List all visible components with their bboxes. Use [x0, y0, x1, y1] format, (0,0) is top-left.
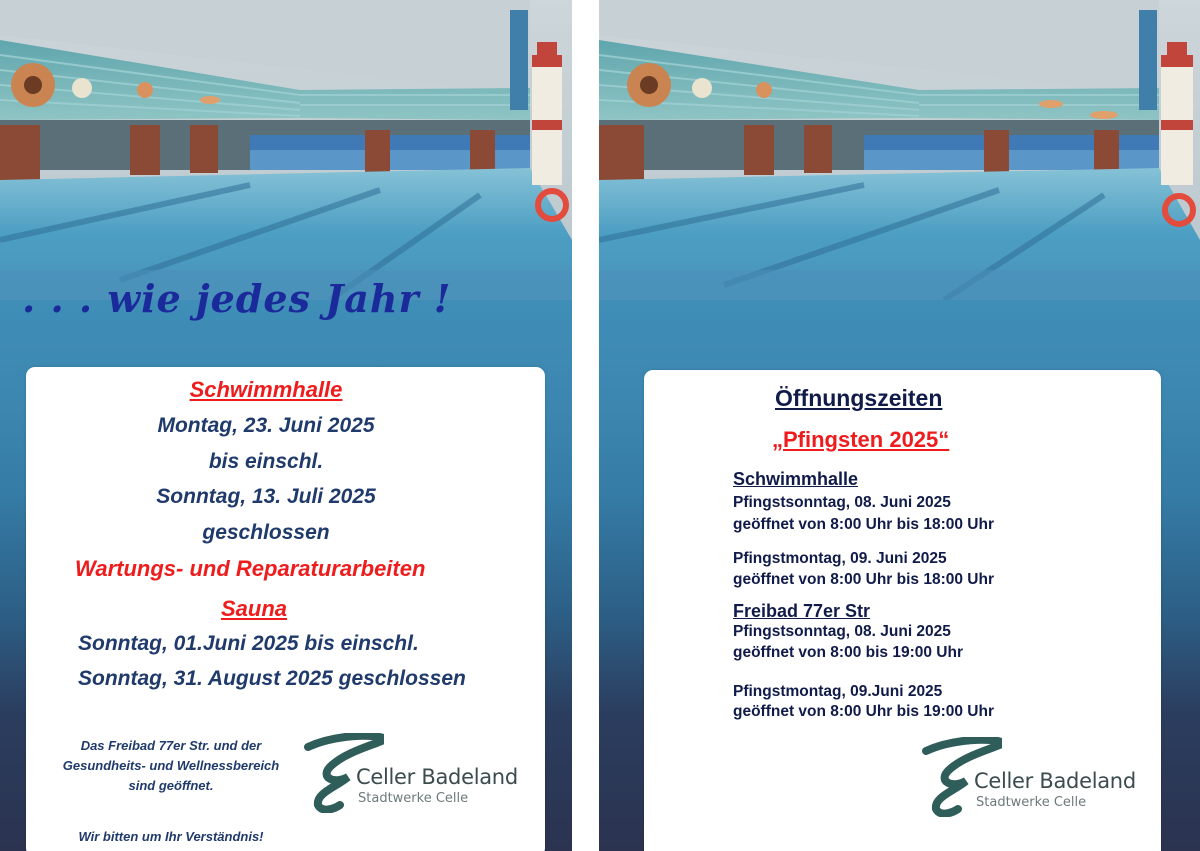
closure-start-date: Montag, 23. Juni 2025	[157, 414, 375, 437]
celler-badeland-logo	[304, 733, 544, 813]
lighthouse-decoration	[1161, 42, 1193, 185]
pool-hours-1: geöffnet von 8:00 Uhr bis 18:00 Uhr	[733, 516, 994, 533]
indoor-pool-photo	[599, 0, 1200, 300]
logo-brand-text: Celler Badeland	[974, 769, 1136, 793]
closure-poster	[0, 0, 572, 851]
indoor-pool-photo	[0, 0, 572, 300]
closure-end-date: Sonntag, 13. Juli 2025	[156, 485, 376, 508]
logo-brand-text: Celler Badeland	[356, 765, 518, 789]
outdoor-hours-1: geöffnet von 8:00 bis 19:00 Uhr	[733, 644, 963, 661]
open-facilities-line-1: Das Freibad 77er Str. und der	[80, 738, 262, 753]
outdoor-hours-2: geöffnet von 8:00 Uhr bis 19:00 Uhr	[733, 703, 994, 720]
sauna-closure-end: Sonntag, 31. August 2025 geschlossen	[78, 667, 466, 690]
hours-title: Öffnungszeiten	[775, 385, 943, 411]
pool-heading: Schwimmhalle	[189, 377, 343, 402]
outdoor-hours-heading: Freibad 77er Str	[733, 601, 871, 621]
pool-hours-heading: Schwimmhalle	[733, 469, 859, 489]
logo-sub-text: Stadtwerke Celle	[976, 795, 1087, 810]
sauna-closure-start: Sonntag, 01.Juni 2025 bis einschl.	[78, 632, 419, 655]
thanks-note: Wir bitten um Ihr Verständnis!	[78, 829, 264, 844]
pool-day-2: Pfingstmontag, 09. Juni 2025	[733, 550, 947, 567]
closure-reason: Wartungs- und Reparaturarbeiten	[75, 556, 426, 581]
logo-sub-text: Stadtwerke Celle	[358, 791, 469, 806]
lighthouse-decoration	[532, 42, 562, 185]
closure-status: geschlossen	[202, 521, 330, 544]
outdoor-day-1: Pfingstsonntag, 08. Juni 2025	[733, 623, 951, 640]
open-facilities-line-3: sind geöffnet.	[128, 778, 214, 793]
pool-day-1: Pfingstsonntag, 08. Juni 2025	[733, 494, 951, 511]
outdoor-day-2: Pfingstmontag, 09.Juni 2025	[733, 683, 943, 700]
closure-notice-card	[26, 367, 545, 851]
sauna-heading: Sauna	[220, 596, 288, 621]
closure-until-label: bis einschl.	[208, 450, 324, 473]
pool-hours-2: geöffnet von 8:00 Uhr bis 18:00 Uhr	[733, 571, 994, 588]
slogan: . . . wie jedes Jahr !	[22, 276, 452, 321]
celler-badeland-logo	[922, 737, 1160, 817]
hours-subtitle: „Pfingsten 2025“	[772, 427, 950, 452]
opening-hours-poster	[599, 0, 1200, 851]
opening-hours-card	[644, 370, 1161, 851]
open-facilities-line-2: Gesundheits- und Wellnessbereich	[62, 758, 280, 773]
